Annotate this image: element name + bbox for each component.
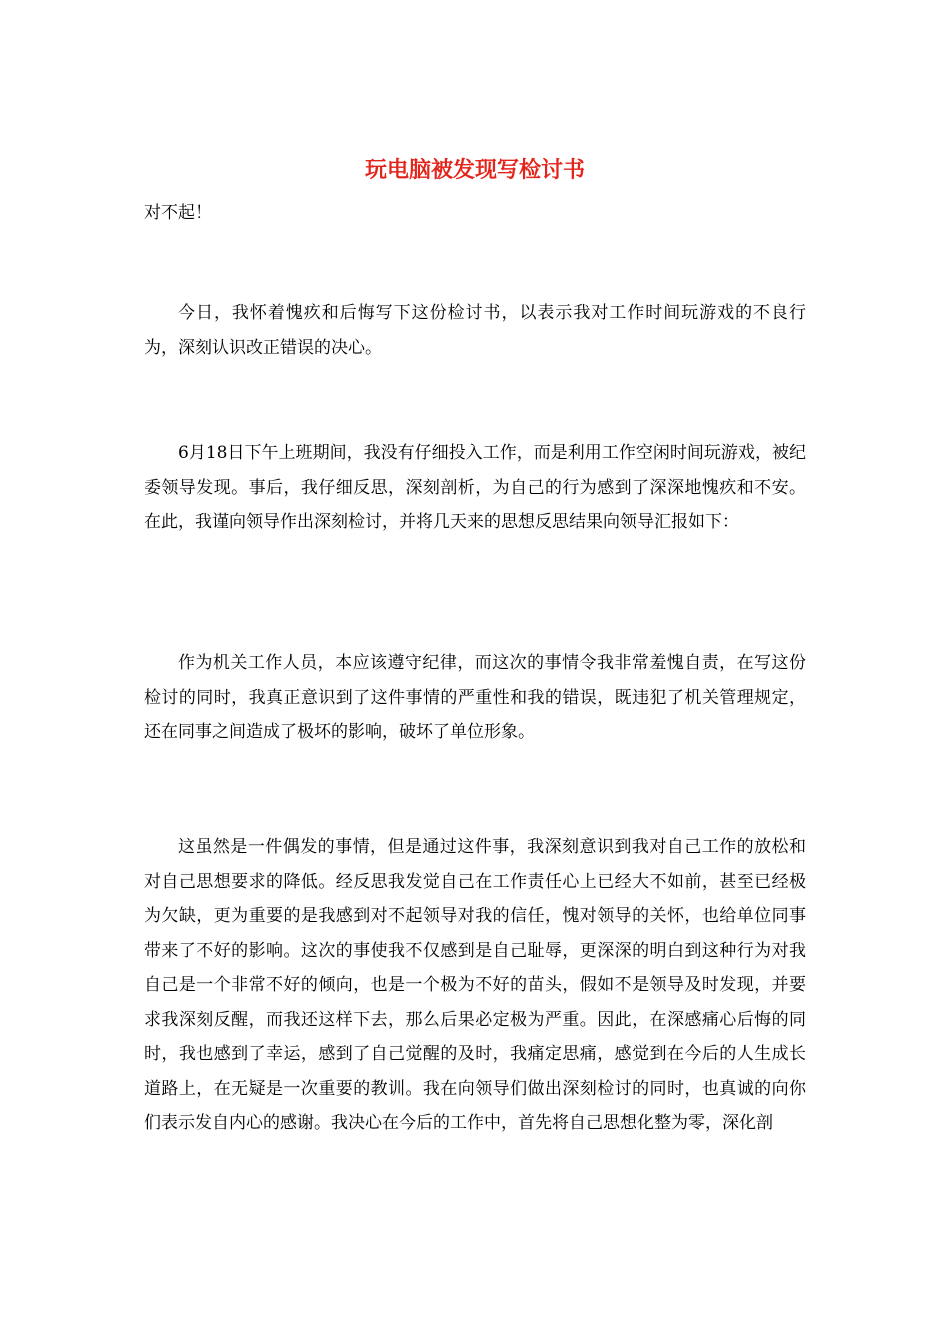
paragraph-1: 今日，我怀着愧疚和后悔写下这份检讨书，以表示我对工作时间玩游戏的不良行为，深刻认识改正错误的决心。 — [144, 303, 806, 358]
document-title: 玩电脑被发现写检讨书 — [364, 157, 585, 183]
paragraph-4: 这虽然是一件偶发的事情，但是通过这件事，我深刻意识到我对自己工作的放松和对自己思想要求的降低。经反思我发觉自己在工作责任心上已经大不如前，甚至已经极为欠缺，更为重要的是我感到对不起领导对我的信任，愧对领导的关怀，也给单位同事带来了不好的影响。这次的事使我不仅感到是自己耻辱，更深深的明白到这种行为对我自己是一个非常不好的倾向，也是一个极为不好的苗头，假如不是领导及时发现，并要求我深刻反醒，而我还这样下去，那么后果必定极为严重。因此，在深感痛心后悔的同时，我也感到了幸运，感到了自己觉醒的及时，我痛定思痛，感觉到在今后的人生成长道路上，在无疑是一次重要的教训。我在向领导们做出深刻检讨的同时，也真诚的向你们表示发自内心的感谢。我决心在今后的工作中，首先将自己思想化整为零，深化剖 — [144, 837, 806, 1133]
salutation: 对不起！ — [144, 203, 212, 223]
paragraph-2: 6月18日下午上班期间，我没有仔细投入工作，而是利用工作空闲时间玩游戏，被纪委领导发现。事后，我仔细反思，深刻剖析，为自己的行为感到了深深地愧疚和不安。在此，我谨向领导作出深刻检讨，并将几天来的思想反思结果向领导汇报如下： — [144, 443, 806, 532]
paragraph-3: 作为机关工作人员，本应该遵守纪律，而这次的事情令我非常羞愧自责，在写这份检讨的同时，我真正意识到了这件事情的严重性和我的错误，既违犯了机关管理规定，还在同事之间造成了极坏的影响，破坏了单位形象。 — [144, 653, 806, 742]
